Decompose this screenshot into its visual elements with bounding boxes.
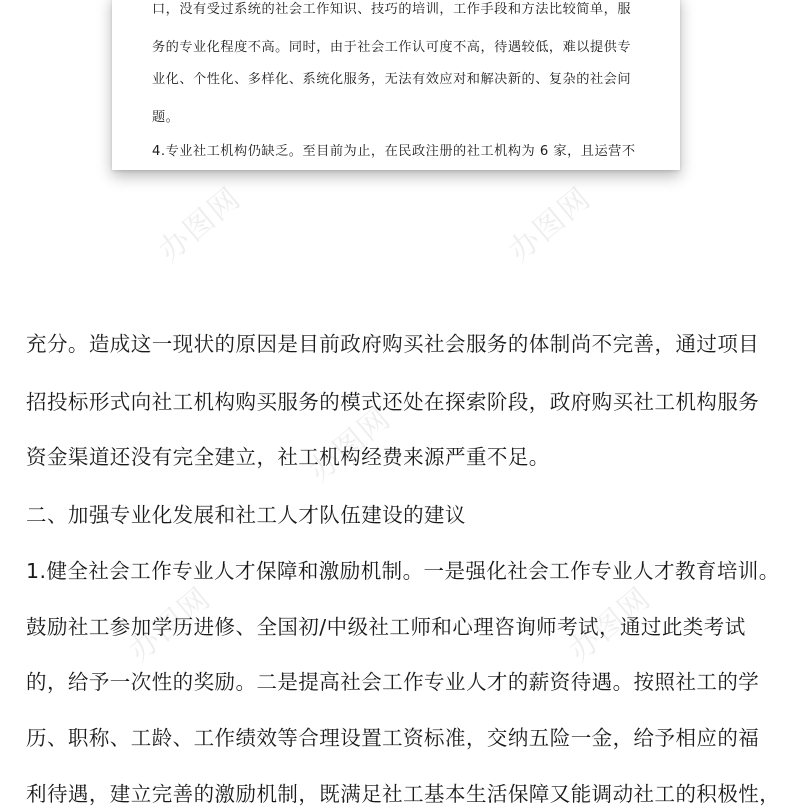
preview-line-4: 题。	[152, 110, 180, 125]
body-line-7: 的，给予一次性的奖励。二是提高社会工作专业人才的薪资待遇。按照社工的学	[26, 670, 760, 694]
preview-line-1: 口，没有受过系统的社会工作知识、技巧的培训，工作手段和方法比较简单，服	[152, 2, 632, 17]
body-line-6: 鼓励社工参加学历进修、全国初/中级社工师和心理咨询师考试，通过此类考试	[26, 615, 746, 639]
body-line-3: 资金渠道还没有完全建立，社工机构经费来源严重不足。	[26, 445, 550, 469]
body-line-9: 利待遇，建立完善的激励机制，既满足社工基本生活保障又能调动社工的积极性，	[26, 782, 781, 806]
body-line-1: 充分。造成这一现状的原因是目前政府购买社会服务的体制尚不完善，通过项目	[26, 332, 760, 356]
document-preview-card	[112, 0, 680, 170]
watermark: 办图网	[562, 580, 659, 669]
watermark: 办图网	[122, 580, 219, 669]
body-line-2: 招投标形式向社工机构购买服务的模式还处在探索阶段，政府购买社工机构服务	[26, 390, 760, 414]
section-heading: 二、加强专业化发展和社工人才队伍建设的建议	[26, 503, 466, 527]
watermark: 办图网	[152, 180, 249, 269]
preview-line-2: 务的专业化程度不高。同时，由于社会工作认可度不高，待遇较低，难以提供专	[152, 40, 632, 55]
preview-line-5: 4.专业社工机构仍缺乏。至目前为止，在民政注册的社工机构为 6 家，且运营不	[152, 144, 636, 159]
body-line-5: 1.健全社会工作专业人才保障和激励机制。一是强化社会工作专业人才教育培训。	[26, 559, 780, 583]
watermark: 办图网	[502, 180, 599, 269]
body-line-8: 历、职称、工龄、工作绩效等合理设置工资标准，交纳五险一金，给予相应的福	[26, 726, 760, 750]
preview-line-3: 业化、个性化、多样化、系统化服务，无法有效应对和解决新的、复杂的社会问	[152, 72, 632, 87]
watermark: 办图网	[302, 400, 399, 489]
